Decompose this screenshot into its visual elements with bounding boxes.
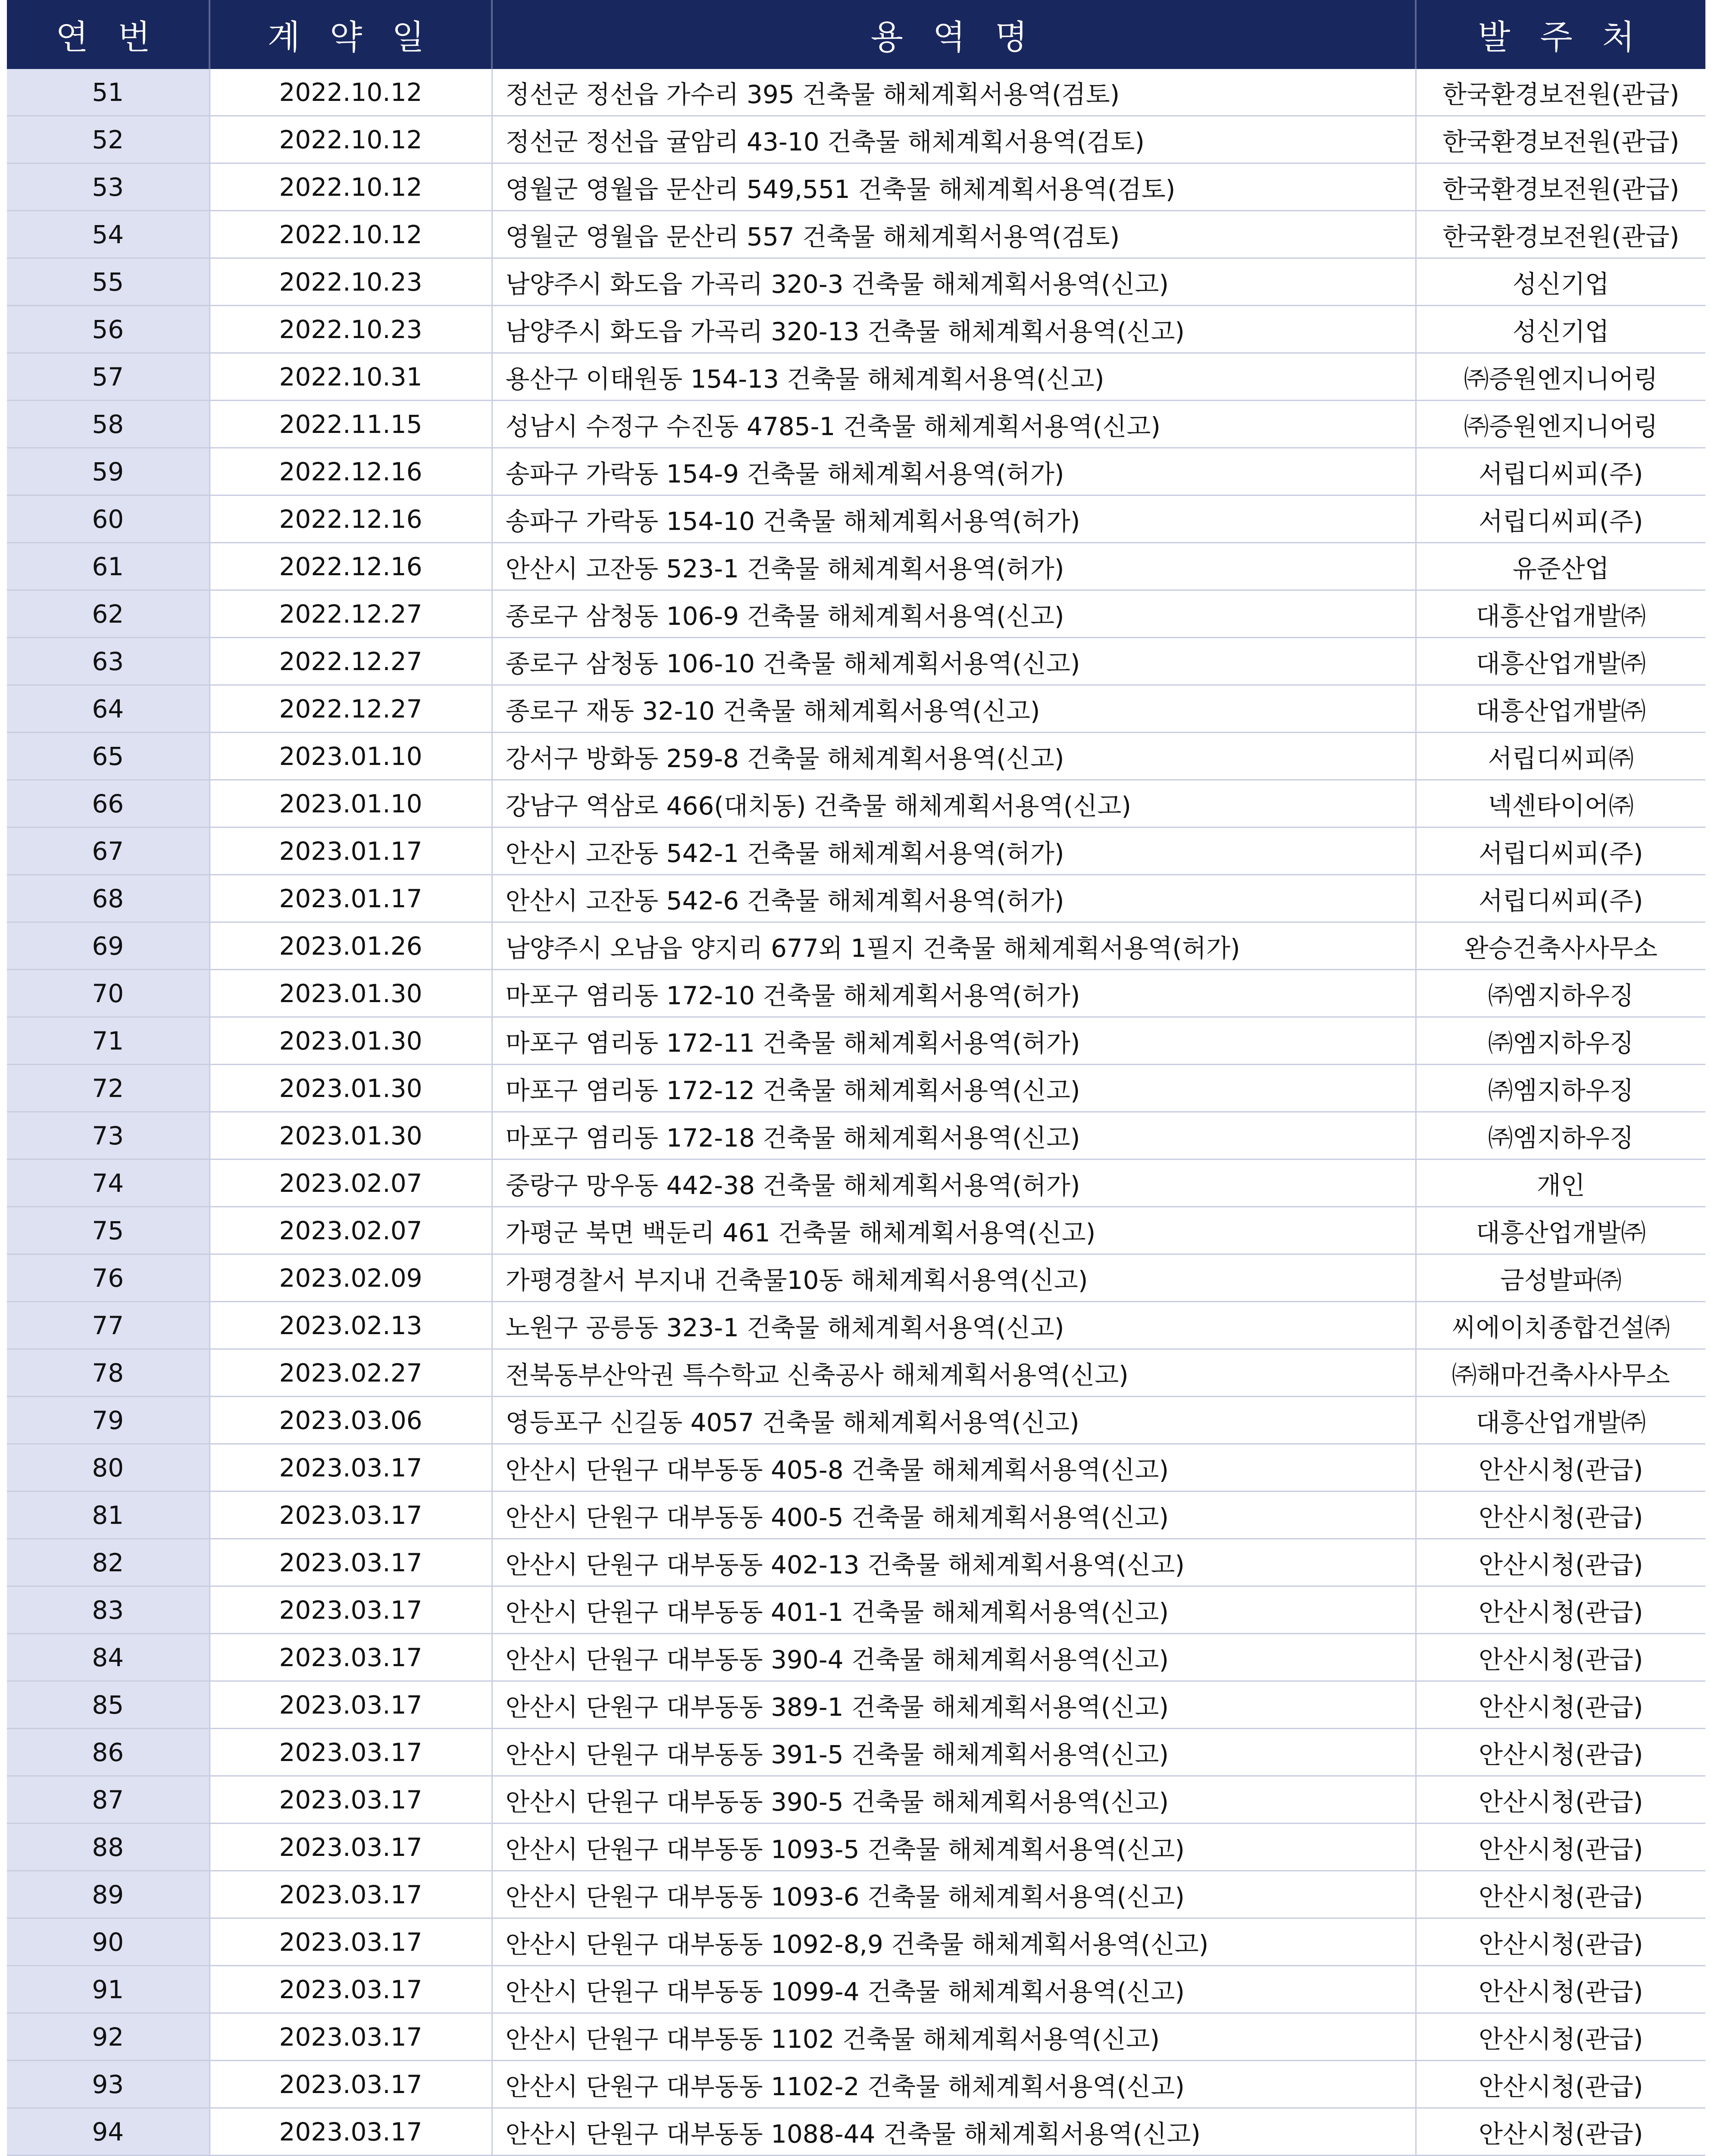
- cell-name: 성남시 수정구 수진동 4785-1 건축물 해체계획서용역(신고): [492, 401, 1416, 448]
- cell-name: 정선군 정선읍 귤암리 43-10 건축물 해체계획서용역(검토): [492, 116, 1416, 163]
- cell-name: 안산시 단원구 대부동동 405-8 건축물 해체계획서용역(신고): [492, 1444, 1416, 1492]
- cell-client: 한국환경보전원(관급): [1416, 116, 1705, 163]
- cell-no: 64: [7, 685, 210, 733]
- table-row: [7, 448, 1705, 495]
- table-row: [7, 1539, 1705, 1586]
- cell-date: 2023.01.17: [210, 827, 492, 875]
- table-row: [7, 1349, 1705, 1397]
- table-row: [7, 1207, 1705, 1254]
- cell-name: 영월군 영월읍 문산리 557 건축물 해체계획서용역(검토): [492, 211, 1416, 258]
- cell-no: 59: [7, 448, 210, 495]
- table-row: [7, 1017, 1705, 1065]
- cell-name: 안산시 단원구 대부동동 390-5 건축물 해체계획서용역(신고): [492, 1776, 1416, 1824]
- cell-client: 안산시청(관급): [1416, 1729, 1705, 1776]
- cell-name: 강서구 방화동 259-8 건축물 해체계획서용역(신고): [492, 733, 1416, 780]
- table-row: [7, 258, 1705, 306]
- cell-client: 대흥산업개발㈜: [1416, 638, 1705, 685]
- cell-no: 87: [7, 1776, 210, 1824]
- cell-date: 2022.10.12: [210, 69, 492, 116]
- table-row: [7, 1681, 1705, 1729]
- table-row: [7, 970, 1705, 1017]
- cell-name: 안산시 단원구 대부동동 1099-4 건축물 해체계획서용역(신고): [492, 1966, 1416, 2013]
- cell-name: 남양주시 화도읍 가곡리 320-3 건축물 해체계획서용역(신고): [492, 258, 1416, 306]
- header-no: 연 번: [7, 0, 210, 69]
- cell-date: 2023.03.17: [210, 1729, 492, 1776]
- cell-client: 서립디씨피(주): [1416, 495, 1705, 543]
- cell-name: 안산시 단원구 대부동동 1093-5 건축물 해체계획서용역(신고): [492, 1824, 1416, 1871]
- table-row: [7, 638, 1705, 685]
- cell-client: ㈜증원엔지니어링: [1416, 401, 1705, 448]
- cell-client: 한국환경보전원(관급): [1416, 69, 1705, 116]
- cell-name: 안산시 단원구 대부동동 389-1 건축물 해체계획서용역(신고): [492, 1681, 1416, 1729]
- cell-date: 2023.01.30: [210, 970, 492, 1017]
- cell-client: 서립디씨피(주): [1416, 448, 1705, 495]
- cell-name: 중랑구 망우동 442-38 건축물 해체계획서용역(허가): [492, 1159, 1416, 1207]
- cell-name: 남양주시 오남읍 양지리 677외 1필지 건축물 해체계획서용역(허가): [492, 922, 1416, 970]
- cell-date: 2023.03.17: [210, 1918, 492, 1966]
- cell-date: 2023.03.17: [210, 1444, 492, 1492]
- header-row: [7, 0, 1705, 69]
- cell-no: 84: [7, 1634, 210, 1681]
- cell-client: 서립디씨피(주): [1416, 827, 1705, 875]
- table-row: [7, 922, 1705, 970]
- cell-no: 90: [7, 1918, 210, 1966]
- cell-client: 완승건축사사무소: [1416, 922, 1705, 970]
- cell-date: 2023.02.13: [210, 1302, 492, 1349]
- cell-no: 81: [7, 1492, 210, 1539]
- cell-name: 안산시 고잔동 542-6 건축물 해체계획서용역(허가): [492, 875, 1416, 922]
- table-row: [7, 2061, 1705, 2108]
- cell-no: 82: [7, 1539, 210, 1586]
- cell-no: 58: [7, 401, 210, 448]
- cell-date: 2022.12.16: [210, 543, 492, 590]
- table-row: [7, 1634, 1705, 1681]
- cell-no: 53: [7, 163, 210, 211]
- cell-name: 가평경찰서 부지내 건축물10동 해체계획서용역(신고): [492, 1254, 1416, 1302]
- cell-no: 89: [7, 1871, 210, 1918]
- table-row: [7, 827, 1705, 875]
- cell-no: 51: [7, 69, 210, 116]
- cell-date: 2023.02.09: [210, 1254, 492, 1302]
- cell-date: 2023.03.17: [210, 2061, 492, 2108]
- cell-client: 안산시청(관급): [1416, 1539, 1705, 1586]
- table-row: [7, 1966, 1705, 2013]
- cell-client: 안산시청(관급): [1416, 1918, 1705, 1966]
- table-row: [7, 1918, 1705, 1966]
- cell-client: 안산시청(관급): [1416, 1586, 1705, 1634]
- cell-no: 73: [7, 1112, 210, 1159]
- table-row: [7, 353, 1705, 401]
- table-row: [7, 211, 1705, 258]
- cell-date: 2022.10.31: [210, 353, 492, 401]
- cell-name: 노원구 공릉동 323-1 건축물 해체계획서용역(신고): [492, 1302, 1416, 1349]
- cell-name: 가평군 북면 백둔리 461 건축물 해체계획서용역(신고): [492, 1207, 1416, 1254]
- cell-client: 씨에이치종합건설㈜: [1416, 1302, 1705, 1349]
- cell-no: 55: [7, 258, 210, 306]
- cell-date: 2023.03.17: [210, 1776, 492, 1824]
- cell-no: 70: [7, 970, 210, 1017]
- cell-no: 65: [7, 733, 210, 780]
- cell-name: 마포구 염리동 172-11 건축물 해체계획서용역(허가): [492, 1017, 1416, 1065]
- cell-no: 93: [7, 2061, 210, 2108]
- cell-no: 60: [7, 495, 210, 543]
- cell-date: 2023.03.17: [210, 2108, 492, 2156]
- cell-name: 안산시 단원구 대부동동 390-4 건축물 해체계획서용역(신고): [492, 1634, 1416, 1681]
- table-body: [7, 69, 1705, 2156]
- cell-client: ㈜엠지하우징: [1416, 1017, 1705, 1065]
- cell-no: 75: [7, 1207, 210, 1254]
- header-name: 용 역 명: [492, 0, 1416, 69]
- cell-no: 88: [7, 1824, 210, 1871]
- cell-client: 유준산업: [1416, 543, 1705, 590]
- cell-client: 안산시청(관급): [1416, 1492, 1705, 1539]
- table-row: [7, 1254, 1705, 1302]
- cell-date: 2023.03.06: [210, 1397, 492, 1444]
- table-row: [7, 875, 1705, 922]
- cell-client: 안산시청(관급): [1416, 1444, 1705, 1492]
- cell-name: 종로구 삼청동 106-10 건축물 해체계획서용역(신고): [492, 638, 1416, 685]
- cell-client: ㈜엠지하우징: [1416, 1065, 1705, 1112]
- table-row: [7, 1776, 1705, 1824]
- table-row: [7, 1159, 1705, 1207]
- cell-no: 91: [7, 1966, 210, 2013]
- cell-client: 대흥산업개발㈜: [1416, 685, 1705, 733]
- header-client: 발 주 처: [1416, 0, 1705, 69]
- table-row: [7, 116, 1705, 163]
- table-row: [7, 1302, 1705, 1349]
- cell-date: 2023.02.07: [210, 1207, 492, 1254]
- cell-date: 2023.03.17: [210, 2013, 492, 2061]
- table-row: [7, 69, 1705, 116]
- table-row: [7, 685, 1705, 733]
- cell-name: 영월군 영월읍 문산리 549,551 건축물 해체계획서용역(검토): [492, 163, 1416, 211]
- cell-date: 2023.03.17: [210, 1634, 492, 1681]
- cell-date: 2023.01.30: [210, 1112, 492, 1159]
- table-row: [7, 1729, 1705, 1776]
- table-header: [7, 0, 1705, 69]
- table-row: [7, 1112, 1705, 1159]
- cell-no: 78: [7, 1349, 210, 1397]
- cell-date: 2023.03.17: [210, 1871, 492, 1918]
- cell-no: 71: [7, 1017, 210, 1065]
- table-row: [7, 495, 1705, 543]
- cell-no: 74: [7, 1159, 210, 1207]
- cell-client: 성신기업: [1416, 306, 1705, 353]
- cell-name: 마포구 염리동 172-18 건축물 해체계획서용역(신고): [492, 1112, 1416, 1159]
- cell-client: ㈜해마건축사사무소: [1416, 1349, 1705, 1397]
- cell-name: 남양주시 화도읍 가곡리 320-13 건축물 해체계획서용역(신고): [492, 306, 1416, 353]
- cell-name: 마포구 염리동 172-10 건축물 해체계획서용역(허가): [492, 970, 1416, 1017]
- cell-client: 안산시청(관급): [1416, 2013, 1705, 2061]
- cell-date: 2022.10.23: [210, 258, 492, 306]
- cell-client: 한국환경보전원(관급): [1416, 163, 1705, 211]
- cell-name: 송파구 가락동 154-9 건축물 해체계획서용역(허가): [492, 448, 1416, 495]
- cell-no: 67: [7, 827, 210, 875]
- cell-no: 61: [7, 543, 210, 590]
- header-date: 계 약 일: [210, 0, 492, 69]
- cell-name: 안산시 단원구 대부동동 402-13 건축물 해체계획서용역(신고): [492, 1539, 1416, 1586]
- cell-no: 69: [7, 922, 210, 970]
- cell-name: 용산구 이태원동 154-13 건축물 해체계획서용역(신고): [492, 353, 1416, 401]
- table-row: [7, 401, 1705, 448]
- table-row: [7, 543, 1705, 590]
- cell-name: 안산시 단원구 대부동동 400-5 건축물 해체계획서용역(신고): [492, 1492, 1416, 1539]
- cell-client: ㈜엠지하우징: [1416, 1112, 1705, 1159]
- cell-date: 2023.03.17: [210, 1539, 492, 1586]
- table-row: [7, 1065, 1705, 1112]
- cell-client: 안산시청(관급): [1416, 1634, 1705, 1681]
- cell-no: 85: [7, 1681, 210, 1729]
- cell-date: 2022.11.15: [210, 401, 492, 448]
- cell-client: 금성발파㈜: [1416, 1254, 1705, 1302]
- table-row: [7, 1871, 1705, 1918]
- cell-date: 2022.12.27: [210, 685, 492, 733]
- cell-client: ㈜엠지하우징: [1416, 970, 1705, 1017]
- cell-date: 2022.12.16: [210, 448, 492, 495]
- cell-name: 종로구 삼청동 106-9 건축물 해체계획서용역(신고): [492, 590, 1416, 638]
- cell-date: 2023.03.17: [210, 1824, 492, 1871]
- table-row: [7, 1397, 1705, 1444]
- cell-date: 2023.01.30: [210, 1065, 492, 1112]
- cell-client: 대흥산업개발㈜: [1416, 1397, 1705, 1444]
- cell-date: 2022.12.16: [210, 495, 492, 543]
- cell-no: 92: [7, 2013, 210, 2061]
- cell-name: 마포구 염리동 172-12 건축물 해체계획서용역(신고): [492, 1065, 1416, 1112]
- cell-client: 성신기업: [1416, 258, 1705, 306]
- table-row: [7, 2013, 1705, 2061]
- cell-name: 안산시 단원구 대부동동 1092-8,9 건축물 해체계획서용역(신고): [492, 1918, 1416, 1966]
- contract-table: [7, 0, 1705, 2156]
- cell-name: 종로구 재동 32-10 건축물 해체계획서용역(신고): [492, 685, 1416, 733]
- cell-client: 안산시청(관급): [1416, 1681, 1705, 1729]
- cell-date: 2022.10.12: [210, 211, 492, 258]
- cell-no: 79: [7, 1397, 210, 1444]
- cell-no: 86: [7, 1729, 210, 1776]
- table-row: [7, 1492, 1705, 1539]
- cell-no: 56: [7, 306, 210, 353]
- cell-date: 2023.03.17: [210, 1492, 492, 1539]
- cell-name: 강남구 역삼로 466(대치동) 건축물 해체계획서용역(신고): [492, 780, 1416, 827]
- cell-name: 안산시 단원구 대부동동 401-1 건축물 해체계획서용역(신고): [492, 1586, 1416, 1634]
- cell-client: 서립디씨피㈜: [1416, 733, 1705, 780]
- table-row: [7, 1586, 1705, 1634]
- cell-client: 개인: [1416, 1159, 1705, 1207]
- cell-name: 전북동부산악권 특수학교 신축공사 해체계획서용역(신고): [492, 1349, 1416, 1397]
- cell-name: 안산시 단원구 대부동동 391-5 건축물 해체계획서용역(신고): [492, 1729, 1416, 1776]
- cell-date: 2023.01.17: [210, 875, 492, 922]
- table-row: [7, 306, 1705, 353]
- cell-no: 83: [7, 1586, 210, 1634]
- cell-client: 안산시청(관급): [1416, 2061, 1705, 2108]
- table-row: [7, 163, 1705, 211]
- cell-date: 2023.03.17: [210, 1966, 492, 2013]
- cell-name: 정선군 정선읍 가수리 395 건축물 해체계획서용역(검토): [492, 69, 1416, 116]
- cell-no: 66: [7, 780, 210, 827]
- cell-no: 94: [7, 2108, 210, 2156]
- cell-date: 2023.03.17: [210, 1681, 492, 1729]
- cell-client: 대흥산업개발㈜: [1416, 1207, 1705, 1254]
- cell-no: 77: [7, 1302, 210, 1349]
- table-row: [7, 590, 1705, 638]
- cell-name: 안산시 고잔동 542-1 건축물 해체계획서용역(허가): [492, 827, 1416, 875]
- cell-client: ㈜증원엔지니어링: [1416, 353, 1705, 401]
- cell-no: 52: [7, 116, 210, 163]
- cell-date: 2022.10.12: [210, 116, 492, 163]
- cell-client: 안산시청(관급): [1416, 1776, 1705, 1824]
- cell-no: 76: [7, 1254, 210, 1302]
- cell-date: 2022.12.27: [210, 638, 492, 685]
- cell-name: 안산시 단원구 대부동동 1102-2 건축물 해체계획서용역(신고): [492, 2061, 1416, 2108]
- cell-date: 2023.01.10: [210, 780, 492, 827]
- cell-client: 넥센타이어㈜: [1416, 780, 1705, 827]
- table-row: [7, 1824, 1705, 1871]
- cell-name: 영등포구 신길동 4057 건축물 해체계획서용역(신고): [492, 1397, 1416, 1444]
- cell-date: 2022.10.12: [210, 163, 492, 211]
- cell-date: 2023.01.26: [210, 922, 492, 970]
- cell-date: 2023.02.27: [210, 1349, 492, 1397]
- table-row: [7, 1444, 1705, 1492]
- cell-no: 80: [7, 1444, 210, 1492]
- cell-date: 2023.03.17: [210, 1586, 492, 1634]
- cell-client: 대흥산업개발㈜: [1416, 590, 1705, 638]
- table-row: [7, 2108, 1705, 2156]
- cell-client: 서립디씨피(주): [1416, 875, 1705, 922]
- cell-no: 54: [7, 211, 210, 258]
- cell-client: 안산시청(관급): [1416, 2108, 1705, 2156]
- cell-no: 68: [7, 875, 210, 922]
- cell-no: 57: [7, 353, 210, 401]
- cell-date: 2022.12.27: [210, 590, 492, 638]
- cell-client: 안산시청(관급): [1416, 1966, 1705, 2013]
- cell-name: 안산시 단원구 대부동동 1088-44 건축물 해체계획서용역(신고): [492, 2108, 1416, 2156]
- cell-date: 2023.02.07: [210, 1159, 492, 1207]
- cell-date: 2023.01.30: [210, 1017, 492, 1065]
- cell-name: 송파구 가락동 154-10 건축물 해체계획서용역(허가): [492, 495, 1416, 543]
- cell-name: 안산시 단원구 대부동동 1102 건축물 해체계획서용역(신고): [492, 2013, 1416, 2061]
- cell-name: 안산시 고잔동 523-1 건축물 해체계획서용역(허가): [492, 543, 1416, 590]
- cell-date: 2023.01.10: [210, 733, 492, 780]
- cell-client: 한국환경보전원(관급): [1416, 211, 1705, 258]
- cell-no: 62: [7, 590, 210, 638]
- cell-name: 안산시 단원구 대부동동 1093-6 건축물 해체계획서용역(신고): [492, 1871, 1416, 1918]
- table-row: [7, 733, 1705, 780]
- cell-no: 72: [7, 1065, 210, 1112]
- cell-client: 안산시청(관급): [1416, 1824, 1705, 1871]
- table-row: [7, 780, 1705, 827]
- cell-client: 안산시청(관급): [1416, 1871, 1705, 1918]
- cell-no: 63: [7, 638, 210, 685]
- cell-date: 2022.10.23: [210, 306, 492, 353]
